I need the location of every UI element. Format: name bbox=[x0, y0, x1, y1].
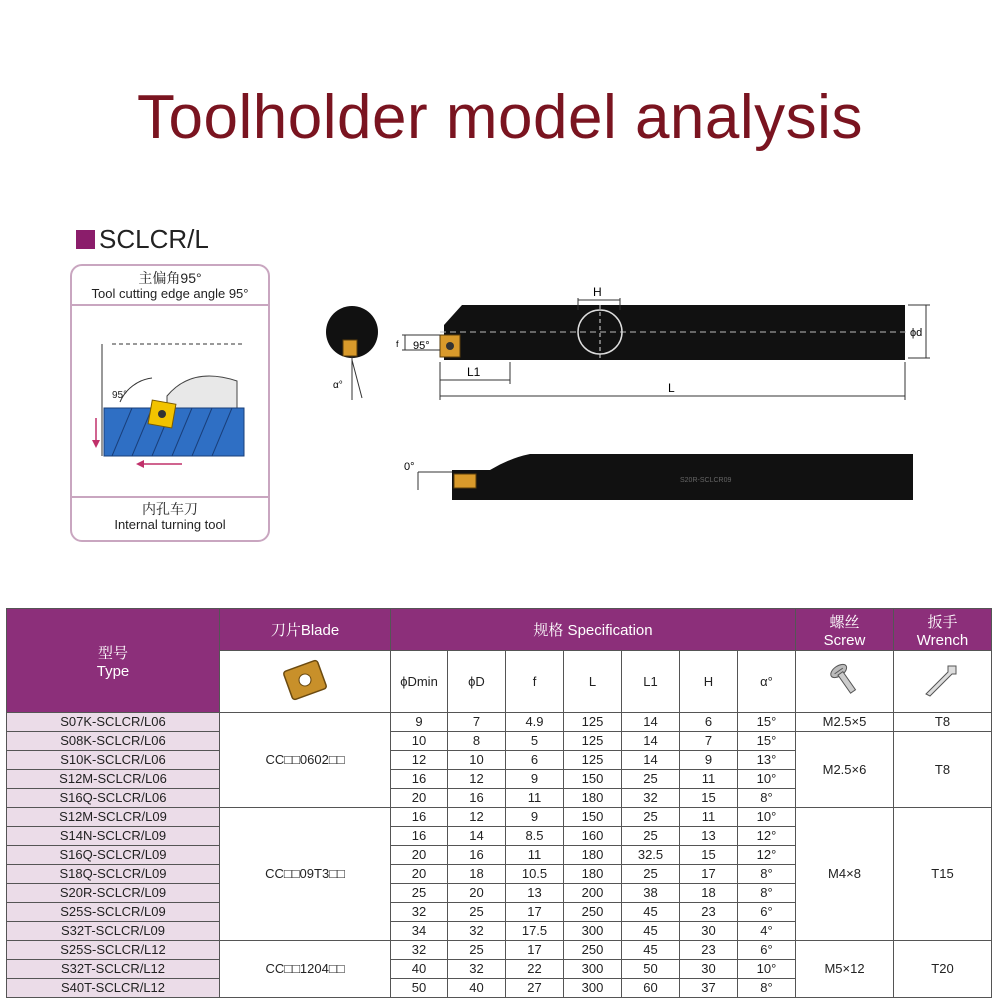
spec-cell: 15° bbox=[738, 732, 796, 751]
spec-cell: 14 bbox=[622, 732, 680, 751]
screw-cell: M2.5×6 bbox=[796, 732, 894, 808]
col-alpha: α° bbox=[738, 651, 796, 713]
spec-cell: 32.5 bbox=[622, 846, 680, 865]
spec-cell: 9 bbox=[506, 808, 564, 827]
spec-cell: 10° bbox=[738, 770, 796, 789]
spec-cell: 12° bbox=[738, 846, 796, 865]
bar-engraving: S20R-SCLCR09 bbox=[680, 477, 732, 484]
spec-cell: 4.9 bbox=[506, 713, 564, 732]
type-cell: S10K-SCLCR/L06 bbox=[7, 751, 220, 770]
header-screw-cn: 螺丝 bbox=[829, 613, 860, 631]
header-wrench bbox=[894, 609, 992, 651]
spec-cell: 300 bbox=[564, 979, 622, 998]
card-top-cn: 主偏角95° bbox=[138, 270, 202, 286]
spec-cell: 20 bbox=[448, 884, 506, 903]
header-type bbox=[7, 609, 220, 713]
header-wrench-cn: 扳手 bbox=[927, 613, 958, 631]
header-screw bbox=[796, 609, 894, 651]
spec-cell: 23 bbox=[680, 941, 738, 960]
wrench-cell: T8 bbox=[894, 732, 992, 808]
spec-cell: 32 bbox=[391, 941, 448, 960]
spec-cell: 27 bbox=[506, 979, 564, 998]
page-title: Toolholder model analysis bbox=[137, 83, 863, 152]
spec-cell: 15 bbox=[680, 846, 738, 865]
spec-cell: 32 bbox=[622, 789, 680, 808]
spec-cell: 9 bbox=[391, 713, 448, 732]
zero-angle-label: 0° bbox=[404, 461, 415, 473]
type-cell: S16Q-SCLCR/L09 bbox=[7, 846, 220, 865]
spec-cell: 6 bbox=[680, 713, 738, 732]
spec-cell: 14 bbox=[622, 751, 680, 770]
spec-cell: 11 bbox=[506, 846, 564, 865]
spec-cell: 25 bbox=[448, 941, 506, 960]
angle-95-label: 95° bbox=[413, 340, 430, 352]
spec-cell: 45 bbox=[622, 903, 680, 922]
spec-cell: 300 bbox=[564, 922, 622, 941]
spec-cell: 180 bbox=[564, 789, 622, 808]
wrench-cell: T8 bbox=[894, 713, 992, 732]
spec-cell: 38 bbox=[622, 884, 680, 903]
spec-cell: 13° bbox=[738, 751, 796, 770]
spec-cell: 37 bbox=[680, 979, 738, 998]
screw-cell: M2.5×5 bbox=[796, 713, 894, 732]
spec-cell: 8° bbox=[738, 789, 796, 808]
spec-cell: 150 bbox=[564, 808, 622, 827]
header-spec: 规格 Specification bbox=[391, 609, 796, 651]
spec-cell: 16 bbox=[391, 808, 448, 827]
blade-cell: CC□□0602□□ bbox=[220, 713, 391, 808]
spec-cell: 34 bbox=[391, 922, 448, 941]
header-screw-en: Screw bbox=[823, 631, 866, 649]
screw-cell: M4×8 bbox=[796, 808, 894, 941]
spec-cell: 160 bbox=[564, 827, 622, 846]
spec-cell: 20 bbox=[391, 789, 448, 808]
spec-cell: 25 bbox=[622, 865, 680, 884]
table-row bbox=[7, 941, 992, 960]
card-top-en: Tool cutting edge angle 95° bbox=[91, 286, 249, 301]
col-l: L bbox=[564, 651, 622, 713]
l-label: L bbox=[668, 381, 675, 395]
screw-cell: M5×12 bbox=[796, 941, 894, 998]
spec-cell: 11 bbox=[680, 770, 738, 789]
spec-cell: 13 bbox=[680, 827, 738, 846]
spec-cell: 13 bbox=[506, 884, 564, 903]
spec-cell: 17 bbox=[506, 903, 564, 922]
spec-cell: 17 bbox=[680, 865, 738, 884]
spec-cell: 11 bbox=[506, 789, 564, 808]
spec-cell: 18 bbox=[680, 884, 738, 903]
spec-cell: 17 bbox=[506, 941, 564, 960]
spec-cell: 125 bbox=[564, 751, 622, 770]
spec-cell: 125 bbox=[564, 732, 622, 751]
spec-cell: 6° bbox=[738, 941, 796, 960]
col-dmin: ϕDmin bbox=[391, 651, 448, 713]
spec-cell: 12° bbox=[738, 827, 796, 846]
model-name: SCLCR/L bbox=[99, 224, 209, 254]
spec-cell: 12 bbox=[448, 808, 506, 827]
spec-cell: 300 bbox=[564, 960, 622, 979]
type-cell: S12M-SCLCR/L06 bbox=[7, 770, 220, 789]
spec-cell: 25 bbox=[391, 884, 448, 903]
spec-cell: 7 bbox=[680, 732, 738, 751]
spec-cell: 22 bbox=[506, 960, 564, 979]
header-blade: 刀片Blade bbox=[220, 609, 391, 651]
spec-cell: 16 bbox=[391, 827, 448, 846]
col-d: ϕD bbox=[448, 651, 506, 713]
alpha-label: α° bbox=[333, 380, 343, 391]
spec-cell: 32 bbox=[448, 960, 506, 979]
spec-cell: 16 bbox=[448, 789, 506, 808]
spec-cell: 15° bbox=[738, 713, 796, 732]
card-bottom-en: Internal turning tool bbox=[114, 517, 226, 532]
spec-table bbox=[6, 608, 992, 998]
l1-label: L1 bbox=[467, 365, 481, 379]
spec-cell: 8.5 bbox=[506, 827, 564, 846]
side-view-insert bbox=[454, 474, 476, 488]
spec-cell: 10° bbox=[738, 808, 796, 827]
type-cell: S25S-SCLCR/L12 bbox=[7, 941, 220, 960]
type-cell: S07K-SCLCR/L06 bbox=[7, 713, 220, 732]
spec-cell: 17.5 bbox=[506, 922, 564, 941]
col-h: H bbox=[680, 651, 738, 713]
h-label: H bbox=[593, 285, 602, 299]
spec-cell: 9 bbox=[506, 770, 564, 789]
spec-cell: 6 bbox=[506, 751, 564, 770]
type-cell: S32T-SCLCR/L09 bbox=[7, 922, 220, 941]
wrench-cell: T15 bbox=[894, 808, 992, 941]
spec-cell: 12 bbox=[448, 770, 506, 789]
spec-cell: 150 bbox=[564, 770, 622, 789]
spec-cell: 10° bbox=[738, 960, 796, 979]
card-angle-label: 95° bbox=[112, 390, 128, 401]
spec-cell: 6° bbox=[738, 903, 796, 922]
col-l1: L1 bbox=[622, 651, 680, 713]
spec-cell: 50 bbox=[622, 960, 680, 979]
spec-cell: 200 bbox=[564, 884, 622, 903]
spec-cell: 11 bbox=[680, 808, 738, 827]
wrench-icon bbox=[894, 651, 992, 713]
blade-cell: CC□□1204□□ bbox=[220, 941, 391, 998]
type-cell: S25S-SCLCR/L09 bbox=[7, 903, 220, 922]
spec-cell: 30 bbox=[680, 960, 738, 979]
blade-cell: CC□□09T3□□ bbox=[220, 808, 391, 941]
spec-cell: 15 bbox=[680, 789, 738, 808]
spec-cell: 60 bbox=[622, 979, 680, 998]
spec-cell: 12 bbox=[391, 751, 448, 770]
type-cell: S16Q-SCLCR/L06 bbox=[7, 789, 220, 808]
spec-cell: 250 bbox=[564, 941, 622, 960]
header-type-en: Type bbox=[96, 662, 130, 680]
spec-cell: 10 bbox=[391, 732, 448, 751]
col-f: f bbox=[506, 651, 564, 713]
spec-cell: 9 bbox=[680, 751, 738, 770]
spec-cell: 125 bbox=[564, 713, 622, 732]
spec-cell: 25 bbox=[622, 770, 680, 789]
phi-d-label: ϕd bbox=[910, 327, 923, 339]
spec-cell: 40 bbox=[391, 960, 448, 979]
spec-cell: 45 bbox=[622, 941, 680, 960]
spec-cell: 180 bbox=[564, 865, 622, 884]
spec-cell: 180 bbox=[564, 846, 622, 865]
table-row bbox=[7, 732, 992, 751]
type-cell: S14N-SCLCR/L09 bbox=[7, 827, 220, 846]
spec-cell: 16 bbox=[448, 846, 506, 865]
spec-cell: 50 bbox=[391, 979, 448, 998]
spec-cell: 40 bbox=[448, 979, 506, 998]
spec-cell: 25 bbox=[622, 808, 680, 827]
type-cell: S20R-SCLCR/L09 bbox=[7, 884, 220, 903]
header-wrench-en: Wrench bbox=[916, 631, 969, 649]
spec-cell: 5 bbox=[506, 732, 564, 751]
spec-cell: 14 bbox=[622, 713, 680, 732]
table-row bbox=[7, 713, 992, 732]
table-row bbox=[7, 808, 992, 827]
spec-cell: 8 bbox=[448, 732, 506, 751]
type-cell: S32T-SCLCR/L12 bbox=[7, 960, 220, 979]
blade-icon bbox=[220, 651, 391, 713]
spec-cell: 20 bbox=[391, 865, 448, 884]
spec-cell: 4° bbox=[738, 922, 796, 941]
spec-cell: 30 bbox=[680, 922, 738, 941]
type-cell: S18Q-SCLCR/L09 bbox=[7, 865, 220, 884]
spec-cell: 8° bbox=[738, 884, 796, 903]
type-cell: S12M-SCLCR/L09 bbox=[7, 808, 220, 827]
card-bottom-cn: 内孔车刀 bbox=[142, 501, 198, 517]
wrench-cell: T20 bbox=[894, 941, 992, 998]
spec-cell: 45 bbox=[622, 922, 680, 941]
spec-cell: 8° bbox=[738, 979, 796, 998]
spec-cell: 32 bbox=[448, 922, 506, 941]
type-cell: S40T-SCLCR/L12 bbox=[7, 979, 220, 998]
spec-cell: 8° bbox=[738, 865, 796, 884]
spec-cell: 16 bbox=[391, 770, 448, 789]
spec-cell: 23 bbox=[680, 903, 738, 922]
end-view-insert bbox=[343, 340, 357, 356]
spec-cell: 25 bbox=[448, 903, 506, 922]
screw-icon bbox=[796, 651, 894, 713]
type-cell: S08K-SCLCR/L06 bbox=[7, 732, 220, 751]
f-label: f bbox=[396, 339, 399, 349]
spec-cell: 32 bbox=[391, 903, 448, 922]
spec-cell: 18 bbox=[448, 865, 506, 884]
spec-cell: 7 bbox=[448, 713, 506, 732]
header-type-cn: 型号 bbox=[97, 644, 128, 662]
spec-cell: 10 bbox=[448, 751, 506, 770]
spec-cell: 10.5 bbox=[506, 865, 564, 884]
spec-cell: 14 bbox=[448, 827, 506, 846]
spec-cell: 25 bbox=[622, 827, 680, 846]
spec-cell: 250 bbox=[564, 903, 622, 922]
spec-cell: 20 bbox=[391, 846, 448, 865]
